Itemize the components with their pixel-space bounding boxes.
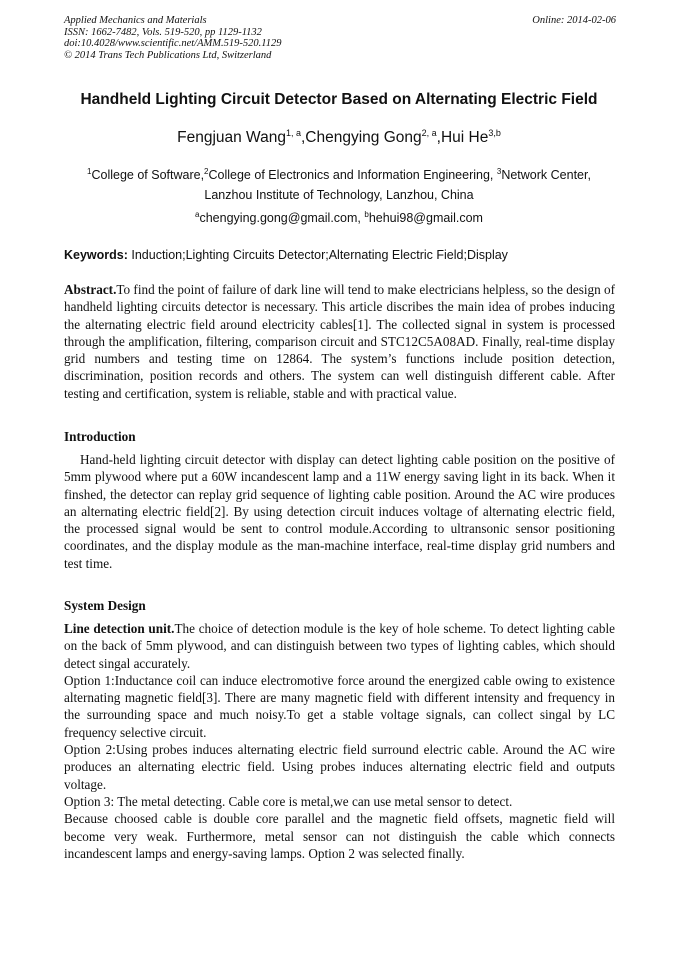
issn-line: ISSN: 1662-7482, Vols. 519-520, pp 1129-1132 bbox=[64, 26, 262, 38]
author-list: Fengjuan Wang$^{1, a}$,Chengying Gong$^{2, a}$,Hui He$^{3,b}$ bbox=[177, 128, 501, 146]
line-detection-label: Line detection unit. bbox=[64, 621, 175, 636]
paper-title: Handheld Lighting Circuit Detector Based on Alternating Electric Field bbox=[80, 91, 598, 108]
affiliation-superscript: 2 bbox=[204, 167, 209, 176]
author-name: Chengying Gong bbox=[305, 129, 422, 146]
online-date: Online: 2014-02-06 bbox=[532, 15, 616, 26]
option-2-paragraph: Option 2:Using probes induces alternating electric field surround electric cable. Around the AC wire produces an alternating electric field. Using probes induces alternating electric field and outputs voltage. bbox=[64, 742, 615, 792]
author-superscript: 1, a bbox=[285, 128, 301, 138]
introduction-heading: Introduction bbox=[64, 429, 136, 444]
email-address-a[interactable]: chengying.gong@gmail.com, bbox=[199, 211, 365, 225]
abstract bbox=[64, 281, 615, 402]
affiliation-electronics: College of Electronics and Information Engineering, bbox=[208, 168, 497, 182]
affiliation-network: Network Center, bbox=[501, 168, 591, 182]
abstract-text: To find the point of failure of dark line will tend to make electricians helpless, so the design of handheld lighting circuits detector is necessary. This article discribes the main idea of probes inducing the alternating electric field around electricity cables[1]. The collected signal in system is processed through the amplification, filtering, comparison circuit and STC12C5A08AD. Finally, real-time display grid numbers and testing time on 12864. The system’s functions include position detection, discrimination, position records and others. The system can well distinguish different cable. After testing and certification, system is reliable, stable and with practical value. bbox=[64, 282, 615, 401]
line-detection-paragraph bbox=[64, 620, 615, 672]
author-superscript: 3,b bbox=[488, 128, 501, 138]
affiliation-software: College of Software, bbox=[91, 168, 205, 182]
abstract-label: Abstract. bbox=[64, 282, 117, 297]
page-header bbox=[64, 15, 616, 61]
keywords-label: Keywords: bbox=[64, 248, 128, 262]
author-name: Fengjuan Wang bbox=[177, 129, 286, 146]
doi-line: doi:10.4028/www.scientific.net/AMM.519-520.1129 bbox=[64, 38, 282, 49]
affiliation-superscript: 3 bbox=[496, 167, 502, 176]
email-address-b[interactable]: hehui98@gmail.com bbox=[368, 211, 483, 225]
affiliations bbox=[80, 165, 598, 205]
copyright-line: © 2014 Trans Tech Publications Ltd, Switzerland bbox=[64, 49, 272, 61]
system-design-body bbox=[64, 620, 615, 862]
author-superscript: 2, a bbox=[421, 128, 437, 138]
author-emails bbox=[80, 208, 598, 228]
affiliation-superscript: 1 bbox=[87, 167, 92, 176]
author-name: Hui He bbox=[440, 129, 489, 146]
option-1-paragraph: Option 1:Inductance coil can induce electromotive force around the energized cable owing to existence alternating magnetic field[3]. There are many magnetic field with different intensity and frequency in the surrounding space and much noisy.To get a stable voltage signals, can collect singal by LC frequency selective circuit. bbox=[64, 672, 615, 740]
affiliation-line-2: Lanzhou Institute of Technology, Lanzhou, China bbox=[204, 188, 474, 202]
affiliation-line-1 bbox=[80, 165, 598, 185]
email-superscript: a bbox=[195, 210, 200, 219]
email-superscript: b bbox=[364, 210, 369, 219]
keywords bbox=[64, 248, 616, 262]
line-detection-text: The choice of detection module is the key of hole scheme. To detect lighting cable on the back of 5mm plywood, and can distinguish between two types of lighting cables, which should detect singal accurately. bbox=[64, 621, 615, 671]
keywords-text: Induction;Lighting Circuits Detector;Alternating Electric Field;Display bbox=[127, 248, 508, 262]
introduction-text: Hand-held lighting circuit detector with display can detect lighting cable position on the positive of 5mm plywood where put a 60W incandescent lamp and a 11W energy saving light in its back. When it finshed, the detector can replay grid sequence of lighting cable position. Around the AC wire produces an alternating electric field[2]. By using detection circuit induces voltage of alternating electric field, the processed signal would be sent to control module.According to ultransonic sensor positioning coordinates, and the display module as the man-machine interface, real-time display grid numbers and test time. bbox=[64, 452, 615, 571]
conclusion-paragraph: Because choosed cable is double core parallel and the magnetic field offsets, magnetic field will become very weak. Furthermore, metal sensor can not distinguish the cable which connects incandescent lamps and energy-saving lamps. Option 2 was selected finally. bbox=[64, 811, 615, 861]
option-3-paragraph: Option 3: The metal detecting. Cable core is metal,we can use metal sensor to detect. bbox=[64, 793, 513, 809]
system-design-heading: System Design bbox=[64, 598, 146, 613]
journal-name: Applied Mechanics and Materials bbox=[64, 15, 207, 26]
